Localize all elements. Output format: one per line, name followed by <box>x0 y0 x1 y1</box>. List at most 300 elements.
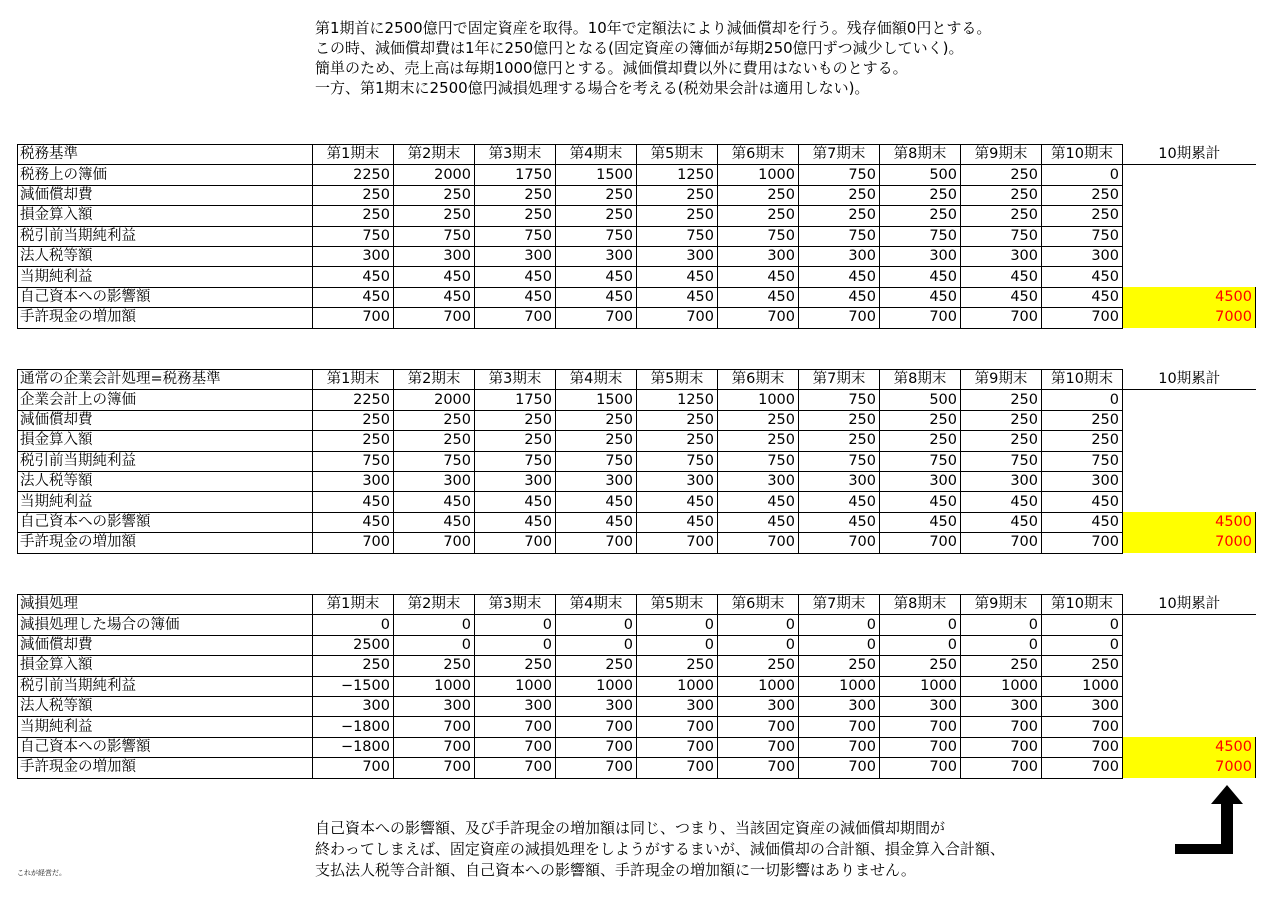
value-cell: 0 <box>394 615 475 635</box>
table-row <box>18 471 1256 491</box>
value-cell: 300 <box>880 696 961 716</box>
value-cell: 700 <box>1042 737 1123 757</box>
table-row <box>18 267 1256 287</box>
table-row <box>18 656 1256 676</box>
intro-line: 簡単のため、売上高は毎期1000億円とする。減価償却費以外に費用はないものとする。 <box>315 59 908 77</box>
total-column-header: 10期累計 <box>1123 595 1256 615</box>
tax-basis-table <box>17 144 1256 329</box>
row-label: 税務上の簿価 <box>18 165 313 185</box>
row-label: 手許現金の増加額 <box>18 758 313 778</box>
value-cell: 450 <box>394 512 475 532</box>
value-cell: 700 <box>637 717 718 737</box>
value-cell: 700 <box>475 737 556 757</box>
value-cell: 750 <box>799 165 880 185</box>
value-cell: 450 <box>1042 512 1123 532</box>
value-cell: 0 <box>880 615 961 635</box>
value-cell: 450 <box>556 287 637 307</box>
value-cell: 300 <box>475 696 556 716</box>
value-cell: 700 <box>637 758 718 778</box>
table-title: 減損処理 <box>18 595 313 615</box>
value-cell: 700 <box>556 737 637 757</box>
value-cell: 250 <box>637 410 718 430</box>
impairment-table <box>17 594 1256 779</box>
empty-total-cell <box>1123 390 1256 410</box>
value-cell: 750 <box>880 451 961 471</box>
empty-total-cell <box>1123 185 1256 205</box>
value-cell: 1750 <box>475 165 556 185</box>
column-header: 第9期末 <box>961 145 1042 165</box>
empty-total-cell <box>1123 267 1256 287</box>
column-header: 第2期末 <box>394 370 475 390</box>
table-row <box>18 533 1256 553</box>
value-cell: 250 <box>961 185 1042 205</box>
table-row <box>18 451 1256 471</box>
header-row <box>18 145 1256 165</box>
value-cell: 300 <box>394 471 475 491</box>
value-cell: 0 <box>556 615 637 635</box>
value-cell: 450 <box>637 492 718 512</box>
value-cell: 700 <box>556 533 637 553</box>
value-cell: 1000 <box>718 390 799 410</box>
value-cell: 700 <box>1042 717 1123 737</box>
value-cell: 300 <box>475 246 556 266</box>
value-cell: 750 <box>313 451 394 471</box>
value-cell: 450 <box>961 492 1042 512</box>
value-cell: 2250 <box>313 165 394 185</box>
value-cell: 450 <box>799 287 880 307</box>
value-cell: 1000 <box>718 165 799 185</box>
value-cell: 250 <box>475 185 556 205</box>
column-header: 第3期末 <box>475 145 556 165</box>
value-cell: 300 <box>475 471 556 491</box>
value-cell: 750 <box>880 226 961 246</box>
value-cell: 250 <box>394 656 475 676</box>
value-cell: 750 <box>961 451 1042 471</box>
value-cell: 450 <box>313 512 394 532</box>
value-cell: 300 <box>313 246 394 266</box>
cumulative-total-cell: 4500 <box>1123 737 1256 757</box>
value-cell: 450 <box>394 287 475 307</box>
column-header: 第8期末 <box>880 145 961 165</box>
empty-total-cell <box>1123 206 1256 226</box>
column-header: 第3期末 <box>475 595 556 615</box>
value-cell: 750 <box>718 226 799 246</box>
value-cell: 300 <box>313 696 394 716</box>
value-cell: 450 <box>637 267 718 287</box>
cumulative-total-cell: 4500 <box>1123 287 1256 307</box>
empty-total-cell <box>1123 717 1256 737</box>
value-cell: 250 <box>394 206 475 226</box>
value-cell: 700 <box>799 533 880 553</box>
empty-total-cell <box>1123 410 1256 430</box>
column-header: 第8期末 <box>880 370 961 390</box>
empty-total-cell <box>1123 165 1256 185</box>
row-label: 当期純利益 <box>18 492 313 512</box>
value-cell: 700 <box>556 717 637 737</box>
row-label: 自己資本への影響額 <box>18 737 313 757</box>
cumulative-total-cell: 7000 <box>1123 533 1256 553</box>
value-cell: 300 <box>961 696 1042 716</box>
value-cell: 700 <box>718 308 799 328</box>
value-cell: 1000 <box>880 676 961 696</box>
value-cell: 0 <box>718 615 799 635</box>
column-header: 第4期末 <box>556 145 637 165</box>
column-header: 第6期末 <box>718 370 799 390</box>
value-cell: 700 <box>799 758 880 778</box>
row-label: 自己資本への影響額 <box>18 512 313 532</box>
value-cell: 250 <box>880 656 961 676</box>
column-header: 第5期末 <box>637 595 718 615</box>
intro-text <box>315 18 1215 98</box>
up-arrow-icon <box>1175 782 1247 857</box>
column-header: 第5期末 <box>637 370 718 390</box>
value-cell: 250 <box>799 206 880 226</box>
value-cell: 1000 <box>637 676 718 696</box>
value-cell: 0 <box>475 635 556 655</box>
table-row <box>18 696 1256 716</box>
table-row <box>18 206 1256 226</box>
value-cell: 0 <box>556 635 637 655</box>
value-cell: 0 <box>394 635 475 655</box>
value-cell: 0 <box>961 635 1042 655</box>
table-row <box>18 758 1256 778</box>
column-header: 第9期末 <box>961 595 1042 615</box>
value-cell: 300 <box>1042 246 1123 266</box>
value-cell: 0 <box>880 635 961 655</box>
value-cell: 300 <box>1042 696 1123 716</box>
value-cell: 700 <box>799 737 880 757</box>
value-cell: 450 <box>718 492 799 512</box>
value-cell: 0 <box>1042 615 1123 635</box>
table-row <box>18 717 1256 737</box>
value-cell: 750 <box>556 226 637 246</box>
value-cell: 300 <box>394 696 475 716</box>
value-cell: 250 <box>1042 656 1123 676</box>
value-cell: 250 <box>799 431 880 451</box>
value-cell: 700 <box>961 737 1042 757</box>
value-cell: 300 <box>637 246 718 266</box>
value-cell: 1000 <box>394 676 475 696</box>
value-cell: 300 <box>556 471 637 491</box>
value-cell: 250 <box>799 656 880 676</box>
column-header: 第5期末 <box>637 145 718 165</box>
value-cell: 0 <box>313 615 394 635</box>
empty-total-cell <box>1123 492 1256 512</box>
value-cell: 300 <box>961 471 1042 491</box>
column-header: 第7期末 <box>799 145 880 165</box>
column-header: 第9期末 <box>961 370 1042 390</box>
empty-total-cell <box>1123 656 1256 676</box>
value-cell: 250 <box>556 206 637 226</box>
value-cell: 750 <box>313 226 394 246</box>
value-cell: 250 <box>718 185 799 205</box>
table-row <box>18 431 1256 451</box>
value-cell: 2250 <box>313 390 394 410</box>
table-row <box>18 308 1256 328</box>
value-cell: 300 <box>637 696 718 716</box>
column-header: 第2期末 <box>394 145 475 165</box>
value-cell: 750 <box>1042 226 1123 246</box>
table-row <box>18 165 1256 185</box>
value-cell: 300 <box>799 696 880 716</box>
standard-accounting-table <box>17 369 1256 554</box>
value-cell: 750 <box>718 451 799 471</box>
value-cell: 250 <box>880 206 961 226</box>
value-cell: 300 <box>799 246 880 266</box>
value-cell: 1000 <box>799 676 880 696</box>
column-header: 第3期末 <box>475 370 556 390</box>
value-cell: 700 <box>637 533 718 553</box>
value-cell: 700 <box>556 308 637 328</box>
value-cell: 700 <box>475 717 556 737</box>
value-cell: 450 <box>475 492 556 512</box>
value-cell: 250 <box>475 410 556 430</box>
empty-total-cell <box>1123 696 1256 716</box>
value-cell: 250 <box>718 410 799 430</box>
table-title: 通常の企業会計処理=税務基準 <box>18 370 313 390</box>
value-cell: 300 <box>718 696 799 716</box>
value-cell: 700 <box>718 737 799 757</box>
value-cell: 450 <box>1042 267 1123 287</box>
column-header: 第1期末 <box>313 145 394 165</box>
row-label: 損金算入額 <box>18 206 313 226</box>
value-cell: 700 <box>718 533 799 553</box>
value-cell: 700 <box>394 737 475 757</box>
row-label: 損金算入額 <box>18 656 313 676</box>
value-cell: 250 <box>961 390 1042 410</box>
value-cell: 250 <box>637 431 718 451</box>
value-cell: 0 <box>961 615 1042 635</box>
conclusion-line: 終わってしまえば、固定資産の減損処理をしようがするまいが、減価償却の合計額、損金算入合計額、 <box>315 840 1005 858</box>
value-cell: 250 <box>961 656 1042 676</box>
row-label: 税引前当期純利益 <box>18 226 313 246</box>
table-row <box>18 492 1256 512</box>
value-cell: 450 <box>313 287 394 307</box>
row-label: 法人税等額 <box>18 471 313 491</box>
value-cell: 450 <box>637 287 718 307</box>
value-cell: 0 <box>1042 635 1123 655</box>
value-cell: 0 <box>799 615 880 635</box>
value-cell: 1500 <box>556 165 637 185</box>
value-cell: 1000 <box>718 676 799 696</box>
value-cell: 1000 <box>475 676 556 696</box>
row-label: 手許現金の増加額 <box>18 533 313 553</box>
value-cell: 450 <box>313 492 394 512</box>
value-cell: 750 <box>475 226 556 246</box>
intro-line: 一方、第1期末に2500億円減損処理する場合を考える(税効果会計は適用しない)。 <box>315 79 870 97</box>
value-cell: 300 <box>637 471 718 491</box>
cumulative-total-cell: 4500 <box>1123 512 1256 532</box>
empty-total-cell <box>1123 615 1256 635</box>
table-row <box>18 226 1256 246</box>
row-label: 自己資本への影響額 <box>18 287 313 307</box>
empty-total-cell <box>1123 226 1256 246</box>
value-cell: 700 <box>961 758 1042 778</box>
value-cell: 250 <box>961 165 1042 185</box>
value-cell: 450 <box>799 512 880 532</box>
value-cell: 450 <box>313 267 394 287</box>
row-label: 当期純利益 <box>18 267 313 287</box>
value-cell: 700 <box>394 717 475 737</box>
column-header: 第1期末 <box>313 370 394 390</box>
row-label: 減損処理した場合の簿価 <box>18 615 313 635</box>
conclusion-line: 自己資本への影響額、及び手許現金の増加額は同じ、つまり、当該固定資産の減価償却期間が <box>315 819 946 837</box>
value-cell: 700 <box>718 758 799 778</box>
value-cell: 500 <box>880 390 961 410</box>
value-cell: 1250 <box>637 390 718 410</box>
value-cell: −1800 <box>313 717 394 737</box>
value-cell: 700 <box>475 758 556 778</box>
value-cell: 700 <box>880 758 961 778</box>
value-cell: 250 <box>475 206 556 226</box>
value-cell: 300 <box>799 471 880 491</box>
value-cell: −1800 <box>313 737 394 757</box>
value-cell: 700 <box>556 758 637 778</box>
value-cell: 450 <box>880 512 961 532</box>
total-column-header: 10期累計 <box>1123 370 1256 390</box>
value-cell: 700 <box>961 717 1042 737</box>
value-cell: 1000 <box>556 676 637 696</box>
value-cell: 300 <box>394 246 475 266</box>
value-cell: 700 <box>1042 533 1123 553</box>
value-cell: 250 <box>880 410 961 430</box>
value-cell: 300 <box>718 471 799 491</box>
row-label: 減価償却費 <box>18 635 313 655</box>
value-cell: 250 <box>313 431 394 451</box>
value-cell: 700 <box>394 533 475 553</box>
header-row <box>18 595 1256 615</box>
value-cell: 1000 <box>1042 676 1123 696</box>
value-cell: 250 <box>313 656 394 676</box>
table-title: 税務基準 <box>18 145 313 165</box>
value-cell: 1250 <box>637 165 718 185</box>
value-cell: 250 <box>475 656 556 676</box>
value-cell: 700 <box>718 717 799 737</box>
value-cell: 450 <box>1042 287 1123 307</box>
empty-total-cell <box>1123 431 1256 451</box>
value-cell: 250 <box>799 185 880 205</box>
row-label: 当期純利益 <box>18 717 313 737</box>
value-cell: 300 <box>556 696 637 716</box>
intro-line: 第1期首に2500億円で固定資産を取得。10年で定額法により減価償却を行う。残存価額0円とする。 <box>315 19 992 37</box>
value-cell: 2000 <box>394 390 475 410</box>
value-cell: 250 <box>556 410 637 430</box>
value-cell: −1500 <box>313 676 394 696</box>
value-cell: 300 <box>313 471 394 491</box>
value-cell: 250 <box>313 206 394 226</box>
value-cell: 250 <box>313 410 394 430</box>
value-cell: 450 <box>718 287 799 307</box>
table-row <box>18 287 1256 307</box>
value-cell: 450 <box>475 267 556 287</box>
table-row <box>18 246 1256 266</box>
value-cell: 750 <box>637 451 718 471</box>
value-cell: 0 <box>718 635 799 655</box>
value-cell: 450 <box>475 287 556 307</box>
value-cell: 450 <box>961 267 1042 287</box>
value-cell: 450 <box>394 492 475 512</box>
value-cell: 700 <box>799 308 880 328</box>
cumulative-total-cell: 7000 <box>1123 308 1256 328</box>
column-header: 第10期末 <box>1042 595 1123 615</box>
table-row <box>18 676 1256 696</box>
value-cell: 700 <box>880 737 961 757</box>
column-header: 第7期末 <box>799 595 880 615</box>
value-cell: 250 <box>637 656 718 676</box>
value-cell: 750 <box>394 451 475 471</box>
empty-total-cell <box>1123 451 1256 471</box>
value-cell: 250 <box>637 206 718 226</box>
value-cell: 450 <box>637 512 718 532</box>
value-cell: 750 <box>799 226 880 246</box>
value-cell: 700 <box>961 533 1042 553</box>
column-header: 第10期末 <box>1042 370 1123 390</box>
value-cell: 0 <box>637 615 718 635</box>
empty-total-cell <box>1123 635 1256 655</box>
value-cell: 700 <box>880 533 961 553</box>
value-cell: 750 <box>799 390 880 410</box>
value-cell: 250 <box>961 410 1042 430</box>
value-cell: 700 <box>880 717 961 737</box>
table-row <box>18 512 1256 532</box>
value-cell: 250 <box>880 431 961 451</box>
value-cell: 700 <box>1042 758 1123 778</box>
value-cell: 750 <box>637 226 718 246</box>
empty-total-cell <box>1123 246 1256 266</box>
value-cell: 300 <box>718 246 799 266</box>
value-cell: 700 <box>637 737 718 757</box>
value-cell: 250 <box>799 410 880 430</box>
row-label: 損金算入額 <box>18 431 313 451</box>
value-cell: 450 <box>556 267 637 287</box>
value-cell: 700 <box>799 717 880 737</box>
value-cell: 750 <box>556 451 637 471</box>
value-cell: 700 <box>394 758 475 778</box>
column-header: 第10期末 <box>1042 145 1123 165</box>
conclusion-text <box>315 818 1195 881</box>
value-cell: 250 <box>961 206 1042 226</box>
value-cell: 250 <box>637 185 718 205</box>
value-cell: 2000 <box>394 165 475 185</box>
value-cell: 250 <box>880 185 961 205</box>
value-cell: 250 <box>718 431 799 451</box>
cumulative-total-cell: 7000 <box>1123 758 1256 778</box>
table-row <box>18 615 1256 635</box>
value-cell: 250 <box>394 185 475 205</box>
value-cell: 700 <box>1042 308 1123 328</box>
value-cell: 250 <box>718 206 799 226</box>
column-header: 第4期末 <box>556 370 637 390</box>
column-header: 第2期末 <box>394 595 475 615</box>
value-cell: 450 <box>718 267 799 287</box>
value-cell: 700 <box>394 308 475 328</box>
column-header: 第6期末 <box>718 595 799 615</box>
value-cell: 450 <box>880 287 961 307</box>
value-cell: 750 <box>475 451 556 471</box>
value-cell: 300 <box>556 246 637 266</box>
value-cell: 250 <box>475 431 556 451</box>
value-cell: 750 <box>961 226 1042 246</box>
value-cell: 450 <box>394 267 475 287</box>
value-cell: 0 <box>799 635 880 655</box>
column-header: 第1期末 <box>313 595 394 615</box>
value-cell: 250 <box>313 185 394 205</box>
value-cell: 250 <box>1042 185 1123 205</box>
value-cell: 250 <box>394 431 475 451</box>
value-cell: 450 <box>880 267 961 287</box>
row-label: 税引前当期純利益 <box>18 451 313 471</box>
row-label: 法人税等額 <box>18 696 313 716</box>
